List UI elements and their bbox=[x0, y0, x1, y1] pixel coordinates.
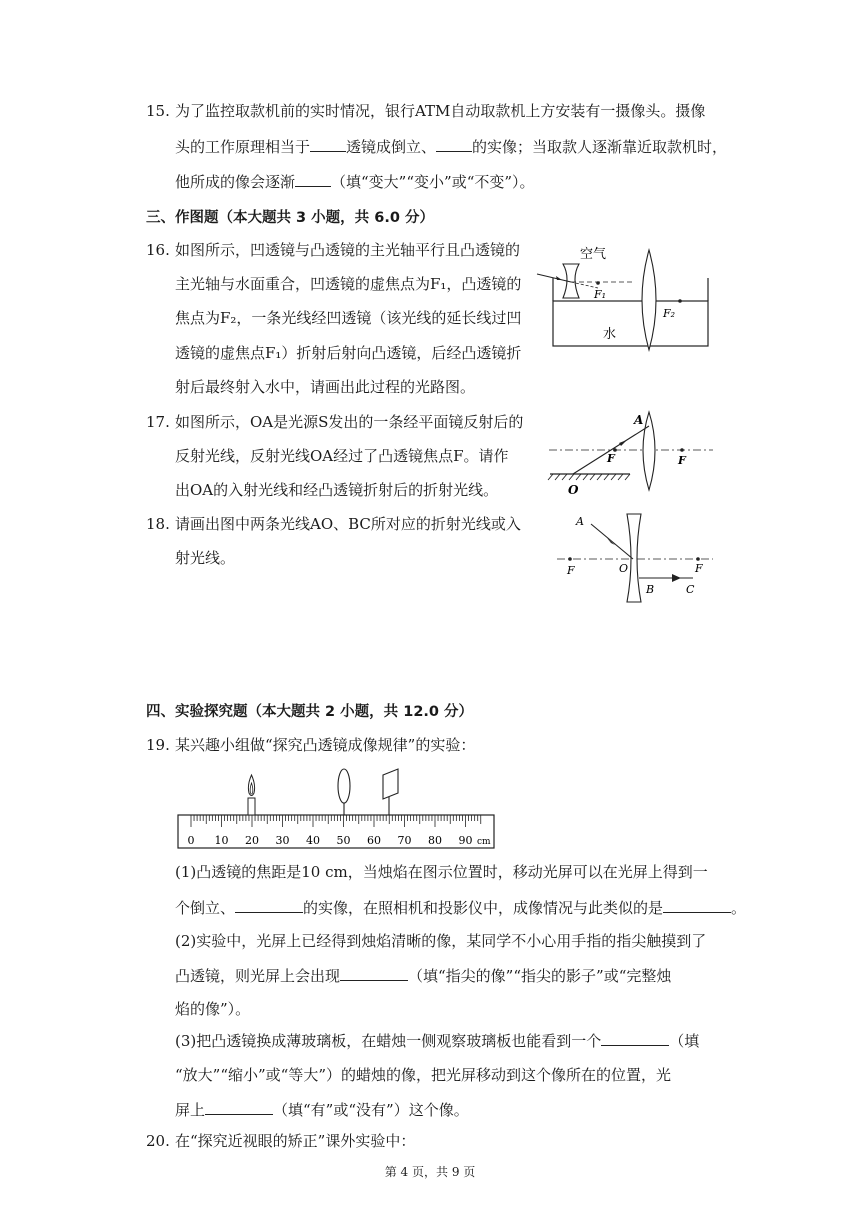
q19-part1-line1: (1)凸透镜的焦距是10 cm，当烛焰在图示位置时，移动光屏可以在光屏上得到一 bbox=[175, 863, 708, 881]
q19-part3-line2: “放大”“缩小”或“等大”）的蜡烛的像，把光屏移动到这个像所在的位置，光 bbox=[175, 1066, 672, 1084]
label-a: A bbox=[634, 413, 644, 427]
ruler-label: 50 bbox=[336, 834, 351, 847]
q17-number: 17. bbox=[146, 413, 170, 431]
light-ray bbox=[537, 274, 571, 282]
q15-line2: 头的工作原理相当于 透镜成倒立、 的实像；当取款人逐渐靠近取款机时， bbox=[175, 138, 728, 156]
blank[interactable] bbox=[601, 1030, 669, 1046]
label-f-left: F bbox=[607, 452, 615, 465]
blank[interactable] bbox=[205, 1099, 273, 1115]
section-title: 四、实验探究题（本大题共 2 小题，共 12.0 分） bbox=[146, 704, 474, 720]
q19-number: 19. bbox=[146, 736, 170, 754]
q16-line: 主光轴与水面重合，凹透镜的虚焦点为F₁，凸透镜的 bbox=[175, 275, 522, 293]
convex-lens bbox=[338, 769, 350, 815]
q20-number: 20. bbox=[146, 1132, 170, 1150]
label-b: B bbox=[646, 583, 655, 596]
water-tank bbox=[553, 301, 708, 346]
ruler-label: 40 bbox=[306, 834, 320, 847]
ruler-label: 10 bbox=[214, 834, 229, 847]
convex-lens bbox=[643, 412, 655, 490]
label-f-left: F bbox=[567, 564, 575, 577]
q16-line: 如图所示，凹透镜与凸透镜的主光轴平行且凸透镜的 bbox=[175, 241, 521, 259]
blank[interactable] bbox=[340, 965, 408, 981]
ruler-label: 30 bbox=[275, 834, 290, 847]
blank[interactable] bbox=[436, 136, 472, 152]
q16-figure bbox=[535, 238, 715, 353]
label-air: 空气 bbox=[580, 247, 607, 262]
ray-ao bbox=[591, 524, 633, 559]
ruler-label: 80 bbox=[428, 834, 442, 847]
blank[interactable] bbox=[235, 897, 303, 913]
q19-optical-bench bbox=[176, 765, 498, 853]
label-f1: F₁ bbox=[594, 288, 607, 301]
ruler-label: 70 bbox=[397, 834, 412, 847]
label-f-right: F bbox=[695, 562, 703, 575]
q15-line1: 为了监控取款机前的实时情况，银行ATM自动取款机上方安装有一摄像头。摄像 bbox=[175, 102, 706, 120]
label-f2: F₂ bbox=[663, 307, 676, 320]
label-o: O bbox=[619, 562, 629, 575]
blank[interactable] bbox=[295, 171, 331, 187]
q19-part3-line1: (3)把凸透镜换成薄玻璃板，在蜡烛一侧观察玻璃板也能看到一个 （填 bbox=[175, 1032, 700, 1050]
q18-number: 18. bbox=[146, 515, 170, 533]
q19-part2-line1: (2)实验中，光屏上已经得到烛焰清晰的像，某同学不小心用手指的指尖触摸到了 bbox=[175, 932, 707, 950]
q19-intro: 某兴趣小组做“探究凸透镜成像规律”的实验： bbox=[175, 736, 476, 754]
ruler-label: 20 bbox=[245, 834, 259, 847]
label-c: C bbox=[686, 583, 695, 596]
label-a: A bbox=[576, 515, 584, 528]
light-screen bbox=[383, 769, 398, 815]
q19-part1-line2: 个倒立、 的实像，在照相机和投影仪中，成像情况与此类似的是 。 bbox=[175, 899, 747, 917]
ruler-label: 0 bbox=[187, 834, 195, 847]
concave-lens bbox=[627, 514, 641, 602]
blank[interactable] bbox=[310, 136, 346, 152]
q15-number: 15. bbox=[146, 102, 170, 120]
ruler-unit: cm bbox=[477, 837, 491, 847]
label-o: O bbox=[568, 483, 579, 497]
q19-part2-line2: 凸透镜，则光屏上会出现 （填“指尖的像”“指尖的影子”或“完整烛 bbox=[175, 967, 672, 985]
q16-number: 16. bbox=[146, 241, 170, 259]
q17-figure bbox=[545, 410, 715, 498]
q16-line: 焦点为F₂，一条光线经凹透镜（该光线的延长线过凹 bbox=[175, 309, 522, 327]
q18-line: 射光线。 bbox=[175, 549, 236, 567]
q19-part3-line3: 屏上 （填“有”或“没有”）这个像。 bbox=[175, 1101, 469, 1119]
convex-lens bbox=[642, 250, 656, 350]
q17-line: 反射光线，反射光线OA经过了凸透镜焦点F。请作 bbox=[175, 447, 509, 465]
ruler-label: 60 bbox=[367, 834, 381, 847]
q16-line: 射后最终射入水中，请画出此过程的光路图。 bbox=[175, 378, 476, 396]
q18-figure bbox=[555, 510, 715, 606]
q17-line: 如图所示，OA是光源S发出的一条经平面镜反射后的 bbox=[175, 413, 524, 431]
q18-line: 请画出图中两条光线AO、BC所对应的折射光线或入 bbox=[175, 515, 521, 533]
label-water: 水 bbox=[603, 327, 617, 342]
section-title: 三、作图题（本大题共 3 小题，共 6.0 分） bbox=[146, 210, 434, 226]
label-f-right: F bbox=[678, 454, 686, 467]
q20-line: 在“探究近视眼的矫正”课外实验中： bbox=[175, 1132, 416, 1150]
blank[interactable] bbox=[663, 897, 731, 913]
ruler-label: 90 bbox=[458, 834, 473, 847]
page-footer: 第 4 页，共 9 页 bbox=[384, 1165, 476, 1179]
q19-part2-line3: 焰的像”）。 bbox=[175, 1000, 251, 1018]
q17-line: 出OA的入射光线和经凸透镜折射后的折射光线。 bbox=[175, 481, 499, 499]
q15-line3: 他所成的像会逐渐 （填“变大”“变小”或“不变”）。 bbox=[175, 173, 535, 191]
q16-line: 透镜的虚焦点F₁）折射后射向凸透镜，后经凸透镜折 bbox=[175, 344, 522, 362]
candle bbox=[248, 775, 255, 815]
